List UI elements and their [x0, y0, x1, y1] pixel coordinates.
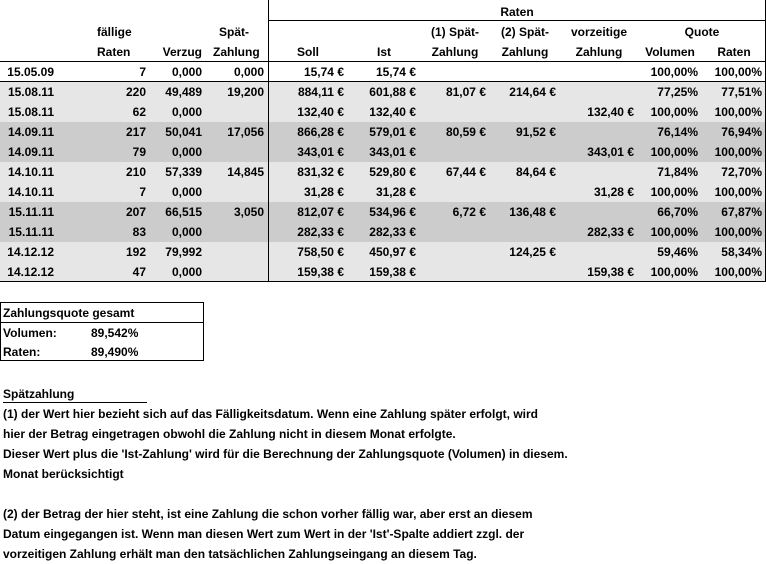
cell-spaet1: 67,44 € — [445, 165, 486, 179]
cell-verzug: 57,339 — [165, 165, 202, 179]
cell-date: 14.12.12 — [7, 265, 54, 279]
cell-spaetzahlung — [206, 182, 268, 202]
cell-spaet2 — [490, 262, 560, 282]
cell-ist: 132,40 € — [369, 105, 416, 119]
cell-faellige-raten: 47 — [132, 265, 146, 279]
cell-ist: 343,01 € — [369, 145, 416, 159]
cell-faellige-raten: 62 — [132, 105, 146, 119]
cell-spaet1 — [420, 222, 490, 242]
cell-spaetzahlung — [206, 102, 268, 122]
cell-soll: 31,28 € — [303, 185, 344, 199]
cell-faellige-raten: 217 — [125, 125, 146, 139]
cell-verzug: 0,000 — [171, 265, 202, 279]
header-vorzeitige-zahlung: Zahlung — [575, 45, 623, 59]
cell-soll: 831,32 € — [297, 165, 344, 179]
cell-spaetzahlung: 3,050 — [233, 205, 264, 219]
cell-spaet1 — [420, 242, 490, 262]
header-vorzeitige: vorzeitige — [570, 25, 627, 39]
cell-spaetzahlung — [206, 242, 268, 262]
cell-quote-raten: 100,00% — [714, 185, 762, 199]
cell-vorzeitig — [560, 122, 638, 142]
cell-ist: 282,33 € — [369, 225, 416, 239]
cell-soll: 866,28 € — [297, 125, 344, 139]
note-line: hier der Betrag eingetragen obwohl die Zahlung nicht in diesem Monat erfolgte. — [3, 427, 456, 441]
cell-ist: 534,96 € — [369, 205, 416, 219]
cell-vorzeitig — [560, 242, 638, 262]
cell-date: 15.08.11 — [7, 85, 54, 99]
cell-spaet2: 124,25 € — [509, 245, 556, 259]
cell-faellige-raten: 7 — [139, 185, 146, 199]
cell-vorzeitig — [560, 62, 638, 82]
cell-soll: 758,50 € — [297, 245, 344, 259]
cell-spaet1 — [420, 62, 490, 82]
header-quote: Quote — [684, 25, 720, 39]
cell-faellige-raten: 83 — [132, 225, 146, 239]
cell-spaetzahlung: 14,845 — [227, 165, 264, 179]
cell-vorzeitig: 132,40 € — [587, 105, 634, 119]
note-line — [3, 484, 763, 504]
cell-quote-volumen: 100,00% — [650, 225, 698, 239]
cell-soll: 343,01 € — [297, 145, 344, 159]
cell-ist: 529,80 € — [369, 165, 416, 179]
cell-quote-raten: 100,00% — [714, 65, 762, 79]
cell-quote-volumen: 77,25% — [657, 85, 698, 99]
cell-quote-raten: 100,00% — [714, 105, 762, 119]
cell-quote-volumen: 100,00% — [650, 145, 698, 159]
cell-verzug: 49,489 — [165, 85, 202, 99]
cell-quote-volumen: 59,46% — [657, 245, 698, 259]
cell-quote-raten: 100,00% — [714, 265, 762, 279]
cell-spaetzahlung: 19,200 — [227, 85, 264, 99]
cell-spaetzahlung — [206, 142, 268, 162]
divider — [0, 281, 766, 282]
notes-heading: Spätzahlung — [3, 386, 147, 403]
cell-verzug: 0,000 — [171, 65, 202, 79]
cell-date: 15.11.11 — [8, 225, 54, 239]
header-spaet2-zahlung: Zahlung — [501, 45, 549, 59]
cell-date: 15.08.11 — [7, 105, 54, 119]
cell-date: 14.10.11 — [7, 165, 54, 179]
divider — [1, 322, 203, 323]
cell-quote-volumen: 100,00% — [650, 185, 698, 199]
cell-spaet2 — [490, 102, 560, 122]
cell-date: 14.09.11 — [7, 125, 54, 139]
cell-verzug: 79,992 — [165, 245, 202, 259]
cell-soll: 884,11 € — [297, 85, 344, 99]
cell-date: 14.09.11 — [7, 145, 54, 159]
header-soll: Soll — [296, 45, 319, 59]
header-group-raten: Raten — [500, 5, 534, 19]
cell-spaet1: 81,07 € — [445, 85, 486, 99]
cell-spaet1 — [420, 182, 490, 202]
cell-spaet1: 6,72 € — [452, 205, 486, 219]
cell-spaetzahlung: 17,056 — [227, 125, 264, 139]
cell-spaet1 — [420, 102, 490, 122]
cell-spaet2: 91,52 € — [515, 125, 556, 139]
cell-ist: 159,38 € — [369, 265, 416, 279]
summary-raten-value: 89,490% — [91, 345, 139, 359]
cell-quote-raten: 58,34% — [721, 245, 762, 259]
cell-ist: 31,28 € — [375, 185, 416, 199]
cell-vorzeitig: 343,01 € — [587, 145, 634, 159]
header-quote-raten: Raten — [717, 45, 751, 59]
cell-verzug: 0,000 — [171, 145, 202, 159]
header-faellige-raten: Raten — [97, 45, 131, 59]
cell-faellige-raten: 220 — [125, 85, 146, 99]
cell-date: 15.11.11 — [8, 205, 54, 219]
cell-verzug: 0,000 — [171, 185, 202, 199]
cell-quote-raten: 67,87% — [721, 205, 762, 219]
note-line: (1) der Wert hier bezieht sich auf das Fälligkeitsdatum. Wenn eine Zahlung später erfolgt, wird — [3, 407, 538, 421]
divider — [0, 81, 766, 82]
cell-quote-volumen: 76,14% — [657, 125, 698, 139]
cell-quote-raten: 100,00% — [714, 225, 762, 239]
header-spaet1-zahlung: Zahlung — [431, 45, 479, 59]
cell-verzug: 0,000 — [171, 225, 202, 239]
cell-spaet2 — [490, 62, 560, 82]
cell-quote-volumen: 100,00% — [650, 65, 698, 79]
header-spaet-zahlung: Zahlung — [213, 45, 260, 59]
cell-date: 14.12.12 — [7, 245, 54, 259]
cell-verzug: 0,000 — [171, 105, 202, 119]
cell-spaet2 — [490, 142, 560, 162]
cell-spaet2: 214,64 € — [509, 85, 556, 99]
header-spaet2: (2) Spät- — [501, 25, 549, 39]
cell-vorzeitig: 282,33 € — [587, 225, 634, 239]
note-line: (2) der Betrag der hier steht, ist eine Zahlung die schon vorher fällig war, aber erst an diesem — [3, 507, 533, 521]
cell-faellige-raten: 7 — [139, 65, 146, 79]
cell-quote-raten: 76,94% — [721, 125, 762, 139]
cell-spaetzahlung — [206, 262, 268, 282]
cell-soll: 159,38 € — [297, 265, 344, 279]
cell-verzug: 66,515 — [165, 205, 202, 219]
summary-volumen-label: Volumen: — [3, 326, 57, 340]
notes-body — [3, 404, 763, 564]
header-quote-volumen: Volumen — [645, 45, 695, 59]
cell-date: 14.10.11 — [7, 185, 54, 199]
cell-spaetzahlung — [206, 222, 268, 242]
header-spaet: Spät- — [219, 25, 249, 39]
cell-verzug: 50,041 — [165, 125, 202, 139]
cell-date: 15.05.09 — [7, 65, 54, 79]
cell-ist: 15,74 € — [375, 65, 416, 79]
cell-quote-volumen: 66,70% — [657, 205, 698, 219]
header-spaet1: (1) Spät- — [431, 25, 479, 39]
cell-spaet1 — [420, 142, 490, 162]
cell-soll: 15,74 € — [303, 65, 344, 79]
note-line: Dieser Wert plus die 'Ist-Zahlung' wird für die Berechnung der Zahlungsquote (Volumen) in diesem. — [3, 447, 568, 461]
cell-quote-raten: 100,00% — [714, 145, 762, 159]
cell-faellige-raten: 192 — [125, 245, 146, 259]
note-line: Monat berücksichtigt — [3, 467, 124, 481]
cell-spaet2 — [490, 222, 560, 242]
cell-vorzeitig — [560, 162, 638, 182]
cell-ist: 579,01 € — [369, 125, 416, 139]
cell-faellige-raten: 207 — [125, 205, 146, 219]
cell-soll: 282,33 € — [297, 225, 344, 239]
cell-quote-volumen: 71,84% — [657, 165, 698, 179]
note-line: Datum eingegangen ist. Wenn man diesen Wert zum Wert in der 'Ist'-Spalte addiert zzgl. der — [3, 527, 525, 541]
cell-quote-raten: 77,51% — [721, 85, 762, 99]
note-line: vorzeitigen Zahlung erhält man den tatsächlichen Zahlungseingang an diesem Tag. — [3, 547, 477, 561]
header-faellige: fällige — [97, 25, 132, 39]
cell-ist: 601,88 € — [369, 85, 416, 99]
divider — [0, 61, 766, 62]
notes-section — [3, 384, 763, 564]
cell-vorzeitig — [560, 202, 638, 222]
cell-quote-volumen: 100,00% — [650, 265, 698, 279]
cell-ist: 450,97 € — [369, 245, 416, 259]
cell-vorzeitig — [560, 82, 638, 102]
cell-quote-volumen: 100,00% — [650, 105, 698, 119]
cell-faellige-raten: 79 — [132, 145, 146, 159]
header-verzug: Verzug — [162, 45, 202, 59]
divider — [268, 0, 269, 282]
cell-soll: 812,07 € — [297, 205, 344, 219]
payment-table — [0, 0, 766, 280]
cell-quote-raten: 72,70% — [721, 165, 762, 179]
cell-faellige-raten: 210 — [125, 165, 146, 179]
cell-spaet2 — [490, 182, 560, 202]
divider — [268, 20, 766, 21]
header-ist: Ist — [376, 45, 391, 59]
cell-spaetzahlung: 0,000 — [233, 65, 264, 79]
summary-volumen-value: 89,542% — [91, 326, 139, 340]
cell-soll: 132,40 € — [297, 105, 344, 119]
summary-box — [0, 302, 204, 361]
cell-vorzeitig: 31,28 € — [593, 185, 634, 199]
cell-spaet2: 136,48 € — [509, 205, 556, 219]
cell-spaet1: 80,59 € — [445, 125, 486, 139]
summary-raten-label: Raten: — [3, 345, 41, 359]
cell-spaet2: 84,64 € — [515, 165, 556, 179]
cell-vorzeitig: 159,38 € — [587, 265, 634, 279]
cell-spaet1 — [420, 262, 490, 282]
summary-title: Zahlungsquote gesamt — [3, 306, 135, 320]
